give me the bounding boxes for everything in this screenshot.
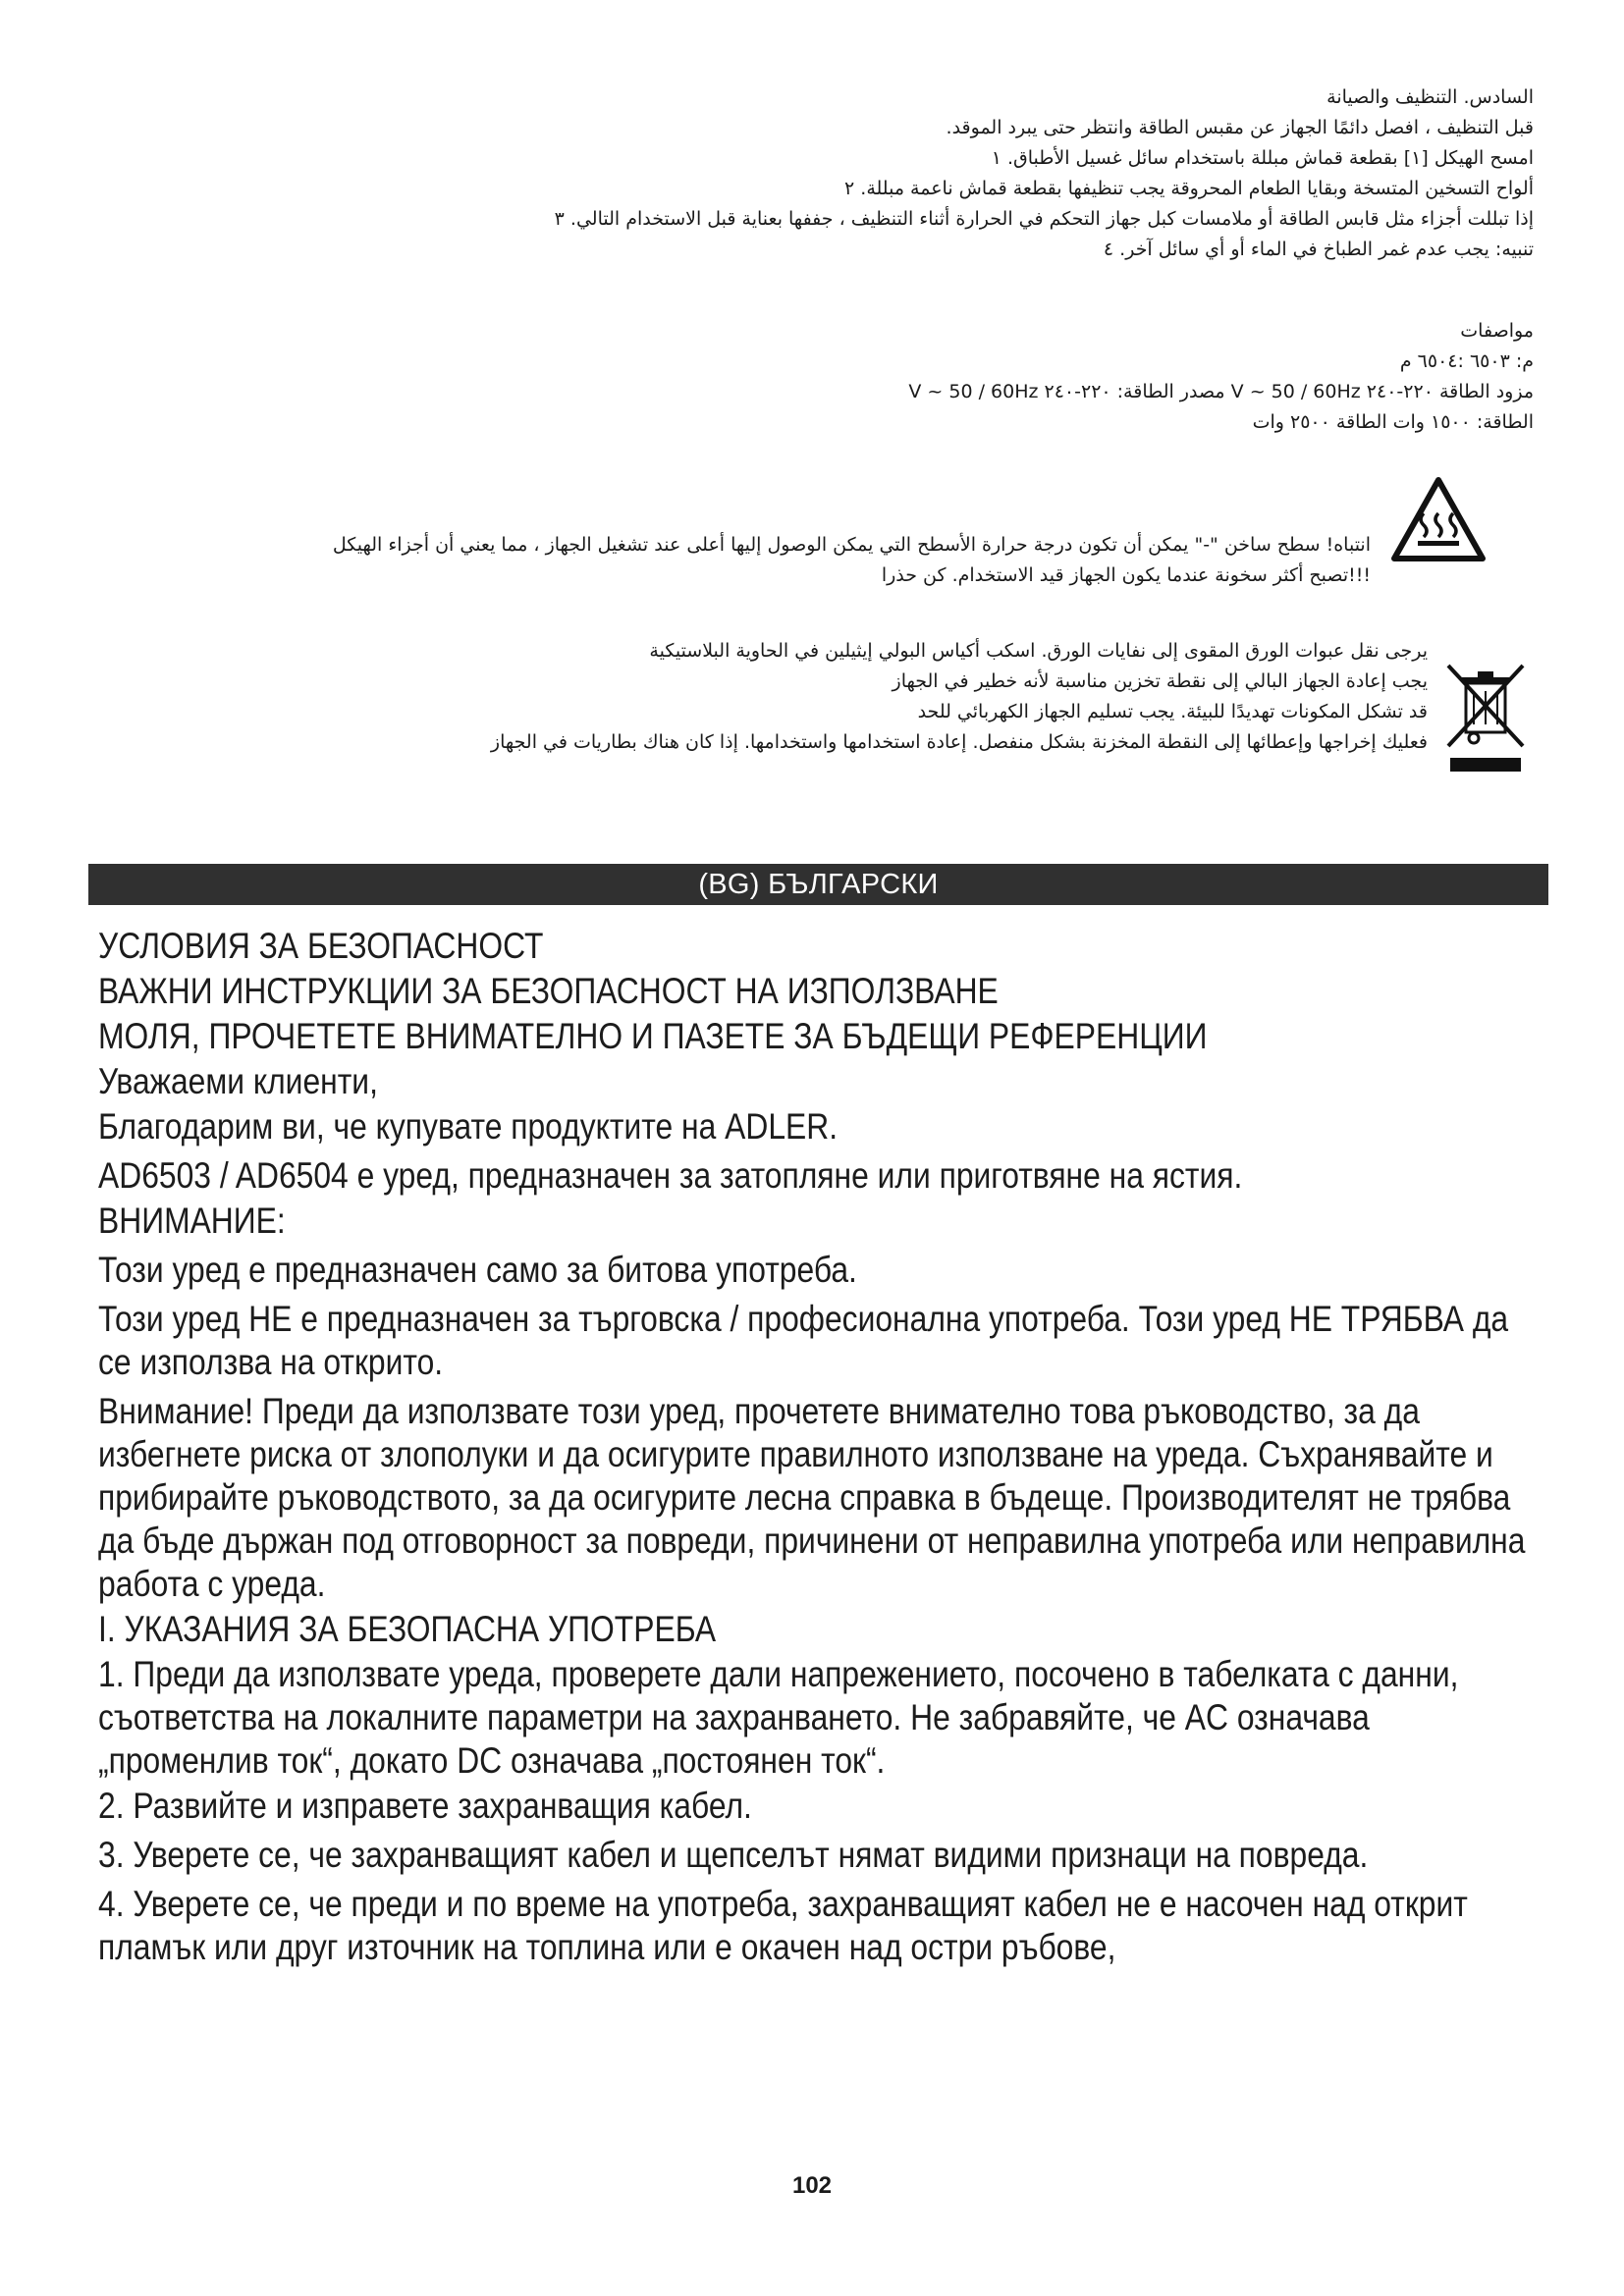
safe-use-heading: I. УКАЗАНИЯ ЗА БЕЗОПАСНА УПОТРЕБА: [98, 1609, 717, 1649]
arabic-line: إذا تبللت أجزاء مثل قابس الطاقة أو ملامسات كبل جهاز التحكم في الحرارة أثناء التنظيف ، جففها بعناية قبل الاستخدام التالي. ٣: [554, 208, 1534, 230]
arabic-line: يجب إعادة الجهاز البالي إلى نقطة تخزين مناسبة لأنه خطير في الجهاز: [892, 670, 1428, 692]
attention-heading: ВНИМАНИЕ:: [98, 1201, 286, 1241]
arabic-hot-surface-warning: [333, 530, 1371, 591]
instruction-item-2: 2. Развийте и изправете захранващия кабел.: [98, 1786, 752, 1826]
crossed-bin-recycling-icon: [1442, 656, 1529, 783]
thank-you-paragraph: Благодарим ви, че купувате продуктите на ADLER.: [98, 1106, 839, 1147]
page-number: 102: [791, 2172, 833, 2199]
heading-read-carefully: МОЛЯ, ПРОЧЕТЕТЕ ВНИМАТЕЛНО И ПАЗЕТЕ ЗА БЪДЕЩИ РЕФЕРЕНЦИИ: [98, 1016, 1208, 1056]
arabic-line: م: ٦٥٠٣ :٦٥٠٤ م: [1399, 350, 1534, 372]
warning-paragraph: Внимание! Преди да използвате този уред, прочетете внимателно това ръководство, за да избегнете риска от злополуки и да осигурите правилното използване на уреда. Съхранявайте и прибирайте ръководството, за да осигурите лесна справка в бъдеще. Производителят не трябва да бъде държан под отговорност за повреди, причинени от неправилна употреба или неправилна работа с уреда.: [98, 1391, 1526, 1604]
product-description: AD6503 / AD6504 е уред, предназначен за затопляне или приготвяне на ястия.: [98, 1155, 1243, 1196]
arabic-line: الطاقة: ١٥٠٠ وات الطاقة ٢٥٠٠ وات: [1252, 411, 1534, 433]
bulgarian-section: [98, 925, 1526, 1975]
arabic-line: السادس. التنظيف والصيانة: [1326, 86, 1534, 108]
arabic-line: قبل التنظيف ، افصل دائمًا الجهاز عن مقبس الطاقة وانتظر حتى يبرد الموقد.: [946, 117, 1534, 138]
instruction-item-1: 1. Преди да използвате уреда, проверете дали напрежението, посочено в табелката с данни, съответства на локалните параметри на захранването. Не забравяйте, че AC означава „променлив ток“, докато DC означава „постоянен ток“.: [98, 1654, 1459, 1781]
arabic-recycling-section: [491, 636, 1428, 758]
greeting: Уважаеми клиенти,: [98, 1061, 378, 1101]
not-commercial-paragraph: Този уред НЕ е предназначен за търговска / професионална употреба. Този уред НЕ ТРЯБВА да се използва на открито.: [98, 1299, 1509, 1382]
arabic-line: يرجى نقل عبوات الورق المقوى إلى نفايات الورق. اسكب أكياس البولي إيثيلين في الحاوية البلاستيكية: [649, 640, 1428, 662]
arabic-line: !!!تصبح أكثر سخونة عندما يكون الجهاز قيد الاستخدام. كن حذرا: [881, 564, 1371, 586]
language-section-header: (BG) БЪЛГАРСКИ: [88, 864, 1548, 905]
arabic-specs-section: [908, 316, 1534, 438]
arabic-cleaning-section: [555, 82, 1534, 265]
hot-surface-warning-icon: [1390, 476, 1487, 562]
arabic-line: ألواح التسخين المتسخة وبقايا الطعام المحروقة يجب تنظيفها بقطعة قماش ناعمة مبللة. ٢: [844, 178, 1534, 199]
arabic-line: قد تشكل المكونات تهديدًا للبيئة. يجب تسليم الجهاز الكهربائي للحد: [917, 701, 1428, 722]
household-use-paragraph: Този уред е предназначен само за битова употреба.: [98, 1250, 857, 1290]
instruction-item-4: 4. Уверете се, че преди и по време на употреба, захранващият кабел не е насочен над открит пламък или друг източник на топлина или е окачен над остри ръбове,: [98, 1884, 1468, 1967]
heading-important-instructions: ВАЖНИ ИНСТРУКЦИИ ЗА БЕЗОПАСНОСТ НА ИЗПОЛЗВАНЕ: [98, 971, 999, 1011]
arabic-line: امسح الهيكل [١] بقطعة قماش مبللة باستخدام سائل غسيل الأطباق. ١: [991, 147, 1534, 169]
heading-safety-conditions: УСЛОВИЯ ЗА БЕЗОПАСНОСТ: [98, 926, 544, 966]
arabic-line: تنبيه: يجب عدم غمر الطباخ في الماء أو أي سائل آخر. ٤: [1103, 239, 1534, 260]
instruction-item-3: 3. Уверете се, че захранващият кабел и щепселът нямат видими признаци на повреда.: [98, 1835, 1369, 1875]
arabic-line: مزود الطاقة ٢٢٠-٢٤٠ V ~ 50 / 60Hz مصدر الطاقة: ٢٢٠-٢٤٠ V ~ 50 / 60Hz: [908, 381, 1534, 402]
arabic-line: فعليك إخراجها وإعطائها إلى النقطة المخزنة بشكل منفصل. إعادة استخدامها واستخدامها. إذا كان هناك بطاريات في الجهاز: [490, 731, 1428, 753]
arabic-line: مواصفات: [1460, 320, 1534, 342]
arabic-line: انتباه! سطح ساخن "-" يمكن أن تكون درجة حرارة الأسطح التي يمكن الوصول إليها أعلى عند تشغيل الجهاز ، مما يعني أن أجزاء الهيكل: [332, 534, 1371, 556]
